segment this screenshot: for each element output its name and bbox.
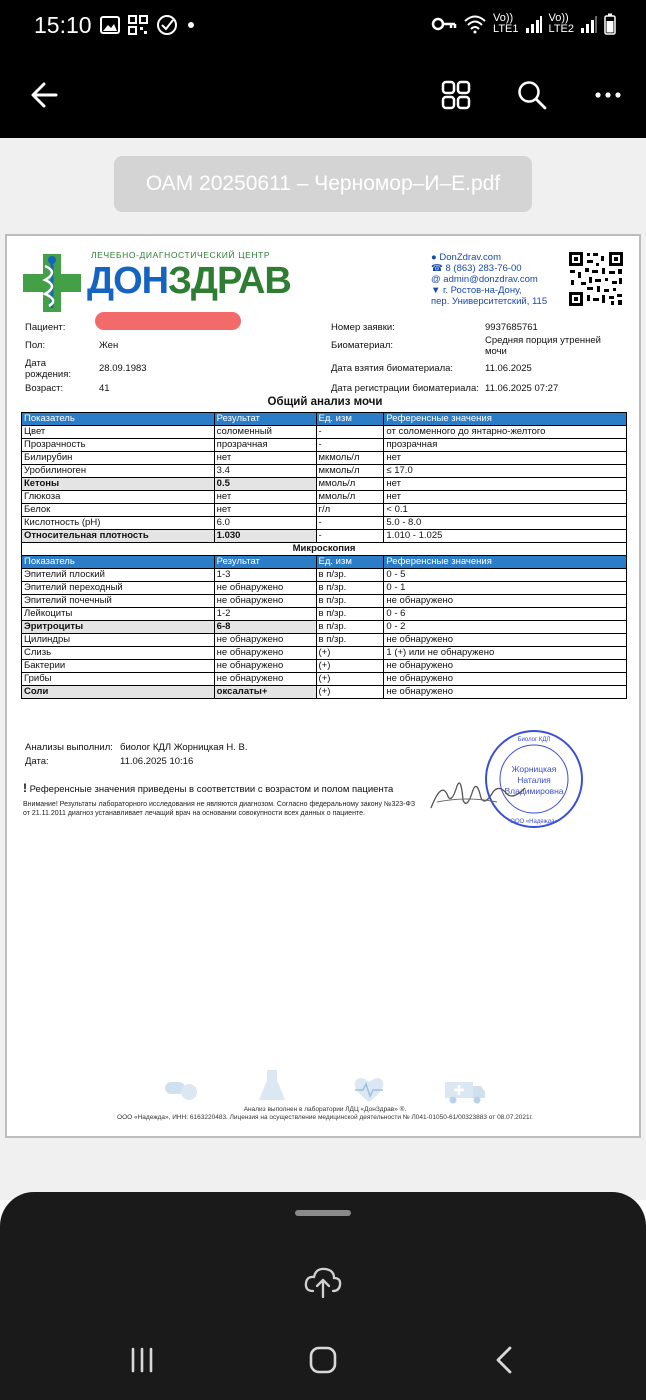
dob-label-2: рождения: (25, 369, 71, 380)
contact-site: ● DonZdrav.com (431, 252, 501, 263)
row-unit-cell: в п/зр. (316, 595, 384, 608)
row-name-cell: Уробилиноген (22, 465, 215, 478)
microscopy-section-row (22, 543, 627, 556)
taken-label: Дата взятия биоматериала: (331, 363, 454, 374)
bio-value-1: Средняя порция утренней (485, 335, 601, 346)
sim2-label: LTE2 (548, 23, 574, 35)
date-value: 11.06.2025 10:16 (120, 756, 194, 767)
row-result-cell: оксалаты+ (214, 686, 316, 699)
pills-icon (163, 1074, 199, 1104)
back-button[interactable] (21, 72, 67, 118)
row-name-cell: Глюкоза (22, 491, 215, 504)
row-name-cell: Билирубин (22, 452, 215, 465)
contact-email: @ admin@donzdrav.com (431, 274, 538, 285)
grid-view-button[interactable] (433, 72, 479, 118)
age-label: Возраст: (25, 383, 64, 394)
nav-back-button[interactable] (482, 1340, 526, 1380)
app-bar (0, 52, 646, 138)
row-result-cell: не обнаружено (214, 595, 316, 608)
pdf-page[interactable] (5, 234, 641, 1138)
table-row (22, 608, 627, 621)
row-result-cell: 3.4 (214, 465, 316, 478)
table-row (22, 530, 627, 543)
patient-label: Пациент: (25, 322, 66, 333)
row-result-cell: нет (214, 504, 316, 517)
row-name-cell: Цвет (22, 426, 215, 439)
row-unit-cell: - (316, 530, 384, 543)
row-name-cell: Эпителий переходный (22, 582, 215, 595)
row-result-cell: 6-8 (214, 621, 316, 634)
date-label: Дата: (25, 756, 49, 767)
table-header-row (22, 413, 627, 426)
header-cell: Показатель (22, 413, 215, 426)
results-table (21, 412, 627, 699)
row-result-cell: не обнаружено (214, 634, 316, 647)
row-unit-cell: мкмоль/л (316, 452, 384, 465)
row-name-cell: Бактерии (22, 660, 215, 673)
bottom-sheet (0, 1192, 646, 1400)
order-value: 9937685761 (485, 322, 538, 333)
stamp-top-text: Биолог КДЛ (517, 737, 551, 743)
row-ref-cell: 0 - 6 (384, 608, 627, 621)
row-result-cell: не обнаружено (214, 673, 316, 686)
signal-icon (525, 14, 543, 34)
back-arrow-icon (30, 82, 58, 108)
contact-city: ▼ г. Ростов-на-Дону, (431, 285, 522, 296)
credits-line-1: Анализ выполнен в лаборатории ЛДЦ «ДонЗдрав» ®. (243, 1106, 407, 1113)
contact-phone: ☎ 8 (863) 283-76-00 (431, 263, 522, 274)
row-result-cell: 6.0 (214, 517, 316, 530)
gender-value: Жен (99, 340, 119, 351)
table-row (22, 517, 627, 530)
row-result-cell: 0.5 (214, 478, 316, 491)
table-row (22, 673, 627, 686)
table-row (22, 582, 627, 595)
performed-value: биолог КДЛ Жорницкая Н. В. (120, 742, 248, 753)
row-ref-cell: ≤ 17.0 (384, 465, 627, 478)
row-name-cell: Кетоны (22, 478, 215, 491)
volte-label: Vo)) (493, 12, 514, 24)
table-row (22, 569, 627, 582)
row-name-cell: Кислотность (pH) (22, 517, 215, 530)
sim1-label: LTE1 (493, 23, 519, 35)
row-ref-cell: не обнаружено (384, 660, 627, 673)
header-cell: Результат (214, 556, 316, 569)
logo-title-b: ЗДРАВ (168, 260, 291, 302)
header-cell: Результат (214, 413, 316, 426)
row-result-cell: нет (214, 491, 316, 504)
age-value: 41 (99, 383, 110, 394)
stamp-line-2: Наталия (517, 775, 551, 785)
table-row (22, 621, 627, 634)
row-name-cell: Цилиндры (22, 634, 215, 647)
row-result-cell: прозрачная (214, 439, 316, 452)
image-icon (100, 16, 120, 34)
header-cell: Референсные значения (384, 413, 627, 426)
table-row (22, 491, 627, 504)
nav-back-icon (494, 1346, 514, 1374)
search-button[interactable] (509, 72, 555, 118)
qr-code (567, 250, 625, 308)
row-ref-cell: от соломенного до янтарно-желтого (384, 426, 627, 439)
row-name-cell: Эпителий почечный (22, 595, 215, 608)
signature-icon (427, 772, 537, 814)
row-name-cell: Прозрачность (22, 439, 215, 452)
contact-street: пер. Университетский, 115 (431, 296, 548, 307)
contacts-block (431, 252, 547, 307)
table-row (22, 634, 627, 647)
row-unit-cell: (+) (316, 660, 384, 673)
warning-line-2: от 21.11.2011 диагноз устанавливает лечащий врач на основании совокупности всех данных о пациенте. (23, 810, 365, 817)
row-name-cell: Слизь (22, 647, 215, 660)
gender-label: Пол: (25, 340, 46, 351)
row-ref-cell: 0 - 5 (384, 569, 627, 582)
dot-icon (186, 20, 196, 30)
check-circle-icon (156, 14, 178, 36)
redacted-patient-name (95, 312, 241, 330)
row-unit-cell: - (316, 439, 384, 452)
row-result-cell: нет (214, 452, 316, 465)
microscopy-title: Микроскопия (22, 543, 627, 556)
table-row (22, 439, 627, 452)
status-time: 15:10 (34, 12, 92, 38)
status-bar (0, 0, 646, 52)
row-ref-cell: 5.0 - 8.0 (384, 517, 627, 530)
battery-icon (604, 13, 616, 35)
row-unit-cell: в п/зр. (316, 582, 384, 595)
row-unit-cell: в п/зр. (316, 621, 384, 634)
header-cell: Референсные значения (384, 556, 627, 569)
table-row (22, 660, 627, 673)
header-cell: Показатель (22, 556, 215, 569)
key-icon (431, 16, 457, 32)
signal-icon (580, 14, 598, 34)
row-result-cell: не обнаружено (214, 582, 316, 595)
reg-label: Дата регистрации биоматериала: (331, 383, 479, 394)
header-cell: Ед. изм (316, 413, 384, 426)
row-result-cell: не обнаружено (214, 647, 316, 660)
row-unit-cell: ммоль/л (316, 478, 384, 491)
row-ref-cell: не обнаружено (384, 673, 627, 686)
row-ref-cell: 1 (+) или не обнаружено (384, 647, 627, 660)
heart-pulse-icon (351, 1074, 387, 1104)
row-result-cell: 1-2 (214, 608, 316, 621)
logo-subtitle: ЛЕЧЕБНО-ДИАГНОСТИЧЕСКИЙ ЦЕНТР (91, 250, 271, 260)
table-row (22, 504, 627, 517)
recent-apps-icon (129, 1347, 155, 1373)
row-unit-cell: (+) (316, 647, 384, 660)
more-button[interactable] (585, 72, 631, 118)
logo-title (87, 260, 291, 303)
row-unit-cell: ммоль/л (316, 491, 384, 504)
wifi-icon (463, 14, 487, 34)
row-unit-cell: в п/зр. (316, 634, 384, 647)
table-row (22, 595, 627, 608)
row-ref-cell: 0 - 1 (384, 582, 627, 595)
row-ref-cell: 1.010 - 1.025 (384, 530, 627, 543)
stamp-line-1: Жорницкая (511, 764, 557, 774)
row-ref-cell: нет (384, 491, 627, 504)
row-ref-cell: 0 - 2 (384, 621, 627, 634)
home-button[interactable] (301, 1340, 345, 1380)
home-icon (309, 1346, 337, 1374)
table-header-row (22, 556, 627, 569)
taken-value: 11.06.2025 (485, 363, 532, 374)
table-row (22, 465, 627, 478)
row-name-cell: Соли (22, 686, 215, 699)
credits-line-2: ООО «Надежда», ИНН: 6163220483. Лицензия на осуществление медицинской деятельности № Л041-01050-61/00323883 от 08.07.2021г. (117, 1114, 533, 1121)
row-unit-cell: в п/зр. (316, 569, 384, 582)
row-unit-cell: мкмоль/л (316, 465, 384, 478)
table-row (22, 478, 627, 491)
lab-flask-icon (257, 1068, 287, 1104)
row-result-cell: не обнаружено (214, 660, 316, 673)
doc-title: Общий анализ мочи (267, 396, 383, 408)
upload-cloud-icon (303, 1265, 343, 1299)
grid-icon (441, 80, 471, 110)
row-name-cell: Белок (22, 504, 215, 517)
row-ref-cell: не обнаружено (384, 686, 627, 699)
dob-value: 28.09.1983 (99, 363, 147, 374)
stamp-line-3: Владимировна (504, 786, 564, 796)
table-row (22, 686, 627, 699)
row-unit-cell: в п/зр. (316, 608, 384, 621)
row-name-cell: Относительная плотность (22, 530, 215, 543)
header-cell: Ед. изм (316, 556, 384, 569)
table-row (22, 647, 627, 660)
row-unit-cell: (+) (316, 673, 384, 686)
row-name-cell: Лейкоциты (22, 608, 215, 621)
order-label: Номер заявки: (331, 322, 395, 333)
row-result-cell: соломенный (214, 426, 316, 439)
dob-label-1: Дата (25, 358, 47, 369)
search-icon (517, 80, 547, 110)
ambulance-icon (443, 1076, 487, 1104)
bio-value-2: мочи (485, 346, 507, 357)
qr-icon (128, 15, 148, 35)
table-row (22, 426, 627, 439)
row-ref-cell: нет (384, 452, 627, 465)
pdf-viewer[interactable] (0, 138, 646, 1200)
sheet-handle[interactable] (295, 1210, 351, 1216)
recent-apps-button[interactable] (120, 1340, 164, 1380)
row-ref-cell: < 0.1 (384, 504, 627, 517)
row-name-cell: Грибы (22, 673, 215, 686)
logo-cross-icon (21, 252, 83, 314)
filename-label: ОАМ 20250611 – Черномор–И–Е.pdf (114, 156, 532, 212)
reg-value: 11.06.2025 07:27 (485, 383, 559, 394)
upload-button[interactable] (303, 1265, 343, 1299)
row-result-cell: 1-3 (214, 569, 316, 582)
row-unit-cell: г/л (316, 504, 384, 517)
logo-title-a: ДОН (87, 260, 169, 302)
row-name-cell: Эритроциты (22, 621, 215, 634)
reference-note: ! Референсные значения приведены в соответствии с возрастом и полом пациента (23, 781, 394, 795)
warning-line-1: Внимание! Результаты лабораторного исследования не являются диагнозом. Согласно федеральному закону №323-ФЗ (23, 801, 416, 808)
performed-label: Анализы выполнил: (25, 742, 113, 753)
row-ref-cell: не обнаружено (384, 634, 627, 647)
row-unit-cell: - (316, 426, 384, 439)
row-result-cell: 1.030 (214, 530, 316, 543)
row-unit-cell: - (316, 517, 384, 530)
row-ref-cell: не обнаружено (384, 595, 627, 608)
bio-label: Биоматериал: (331, 340, 394, 351)
note-mark: ! (23, 781, 27, 795)
volte-label-2: Vo)) (548, 12, 569, 24)
row-ref-cell: нет (384, 478, 627, 491)
stamp-bottom-text: ООО «Надежда» (510, 819, 558, 825)
row-name-cell: Эпителий плоский (22, 569, 215, 582)
row-ref-cell: прозрачная (384, 439, 627, 452)
table-row (22, 452, 627, 465)
more-icon (595, 91, 621, 99)
row-unit-cell: (+) (316, 686, 384, 699)
